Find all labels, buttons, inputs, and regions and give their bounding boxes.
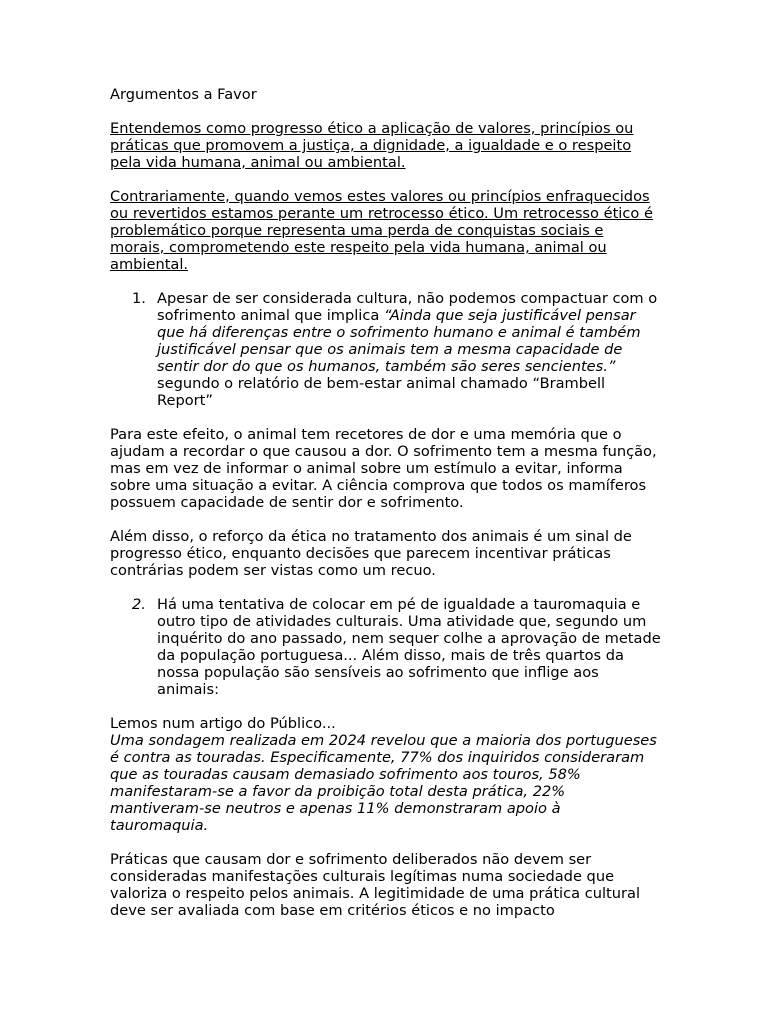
body-paragraph-2: Além disso, o reforço da ética no tratamento dos animais é um sinal de progresso ético, enquanto decisões que parecem incentivar práticas contrárias podem ser vistas como um recuo. bbox=[110, 528, 632, 579]
document-heading: Argumentos a Favor bbox=[110, 86, 257, 103]
survey-quote: Uma sondagem realizada em 2024 revelou que a maioria dos portugueses é contra as touradas. Especificamente, 77% dos inquiridos consideraram que as touradas causam demasiado sofrimento aos touros, 58% manifestaram-se a favor da proibição total desta prática, 22% mantiveram-se neutros e apenas 11% demonstraram apoio à tauromaquia. bbox=[110, 732, 657, 834]
list-item-number: 1. bbox=[132, 290, 146, 307]
list-item-1 bbox=[110, 290, 662, 409]
intro-paragraph-1: Entendemos como progresso ético a aplicação de valores, princípios ou práticas que promovem a justiça, a dignidade, a igualdade e o respeito pela vida humana, animal ou ambiental. bbox=[110, 120, 634, 171]
lead-in-text: Lemos num artigo do Público... bbox=[110, 715, 336, 732]
document-body bbox=[110, 86, 662, 919]
list-item-text bbox=[157, 290, 662, 409]
list-item-text: Há uma tentativa de colocar em pé de igualdade a tauromaquia e outro tipo de atividades culturais. Uma atividade que, segundo um inquérito do ano passado, nem sequer colhe a aprovação de metade da população portuguesa... Além disso, mais de três quartos da nossa população são sensíveis ao sofrimento que inflige aos animais: bbox=[157, 596, 661, 698]
list-item-text-before: Apesar de ser considerada cultura, não podemos compactuar com o sofrimento animal que implica bbox=[157, 290, 658, 324]
list-item-number: 2. bbox=[132, 596, 146, 613]
body-paragraph-1: Para este efeito, o animal tem recetores de dor e uma memória que o ajudam a recordar o que causou a dor. O sofrimento tem a mesma função, mas em vez de informar o animal sobre um estímulo a evitar, informa sobre uma situação a evitar. A ciência comprova que todos os mamíferos possuem capacidade de sentir dor e sofrimento. bbox=[110, 426, 657, 511]
list-item-2 bbox=[110, 596, 662, 698]
body-paragraph-3: Práticas que causam dor e sofrimento deliberados não devem ser consideradas manifestações culturais legítimas numa sociedade que valoriza o respeito pelos animais. A legitimidade de uma prática cultural deve ser avaliada com base em critérios éticos e no impacto bbox=[110, 851, 641, 919]
list-item-text-after: segundo o relatório de bem-estar animal chamado “Brambell Report” bbox=[157, 375, 606, 409]
list-item-quote: “Ainda que seja justificável pensar que há diferenças entre o sofrimento humano e animal é também justificável pensar que os animais tem a mesma capacidade de sentir dor do que os humanos, também são seres sencientes.” bbox=[157, 307, 641, 375]
intro-paragraph-2: Contrariamente, quando vemos estes valores ou princípios enfraquecidos ou revertidos estamos perante um retrocesso ético. Um retrocesso ético é problemático porque representa uma perda de conquistas sociais e morais, comprometendo este respeito pela vida humana, animal ou ambiental. bbox=[110, 188, 653, 273]
